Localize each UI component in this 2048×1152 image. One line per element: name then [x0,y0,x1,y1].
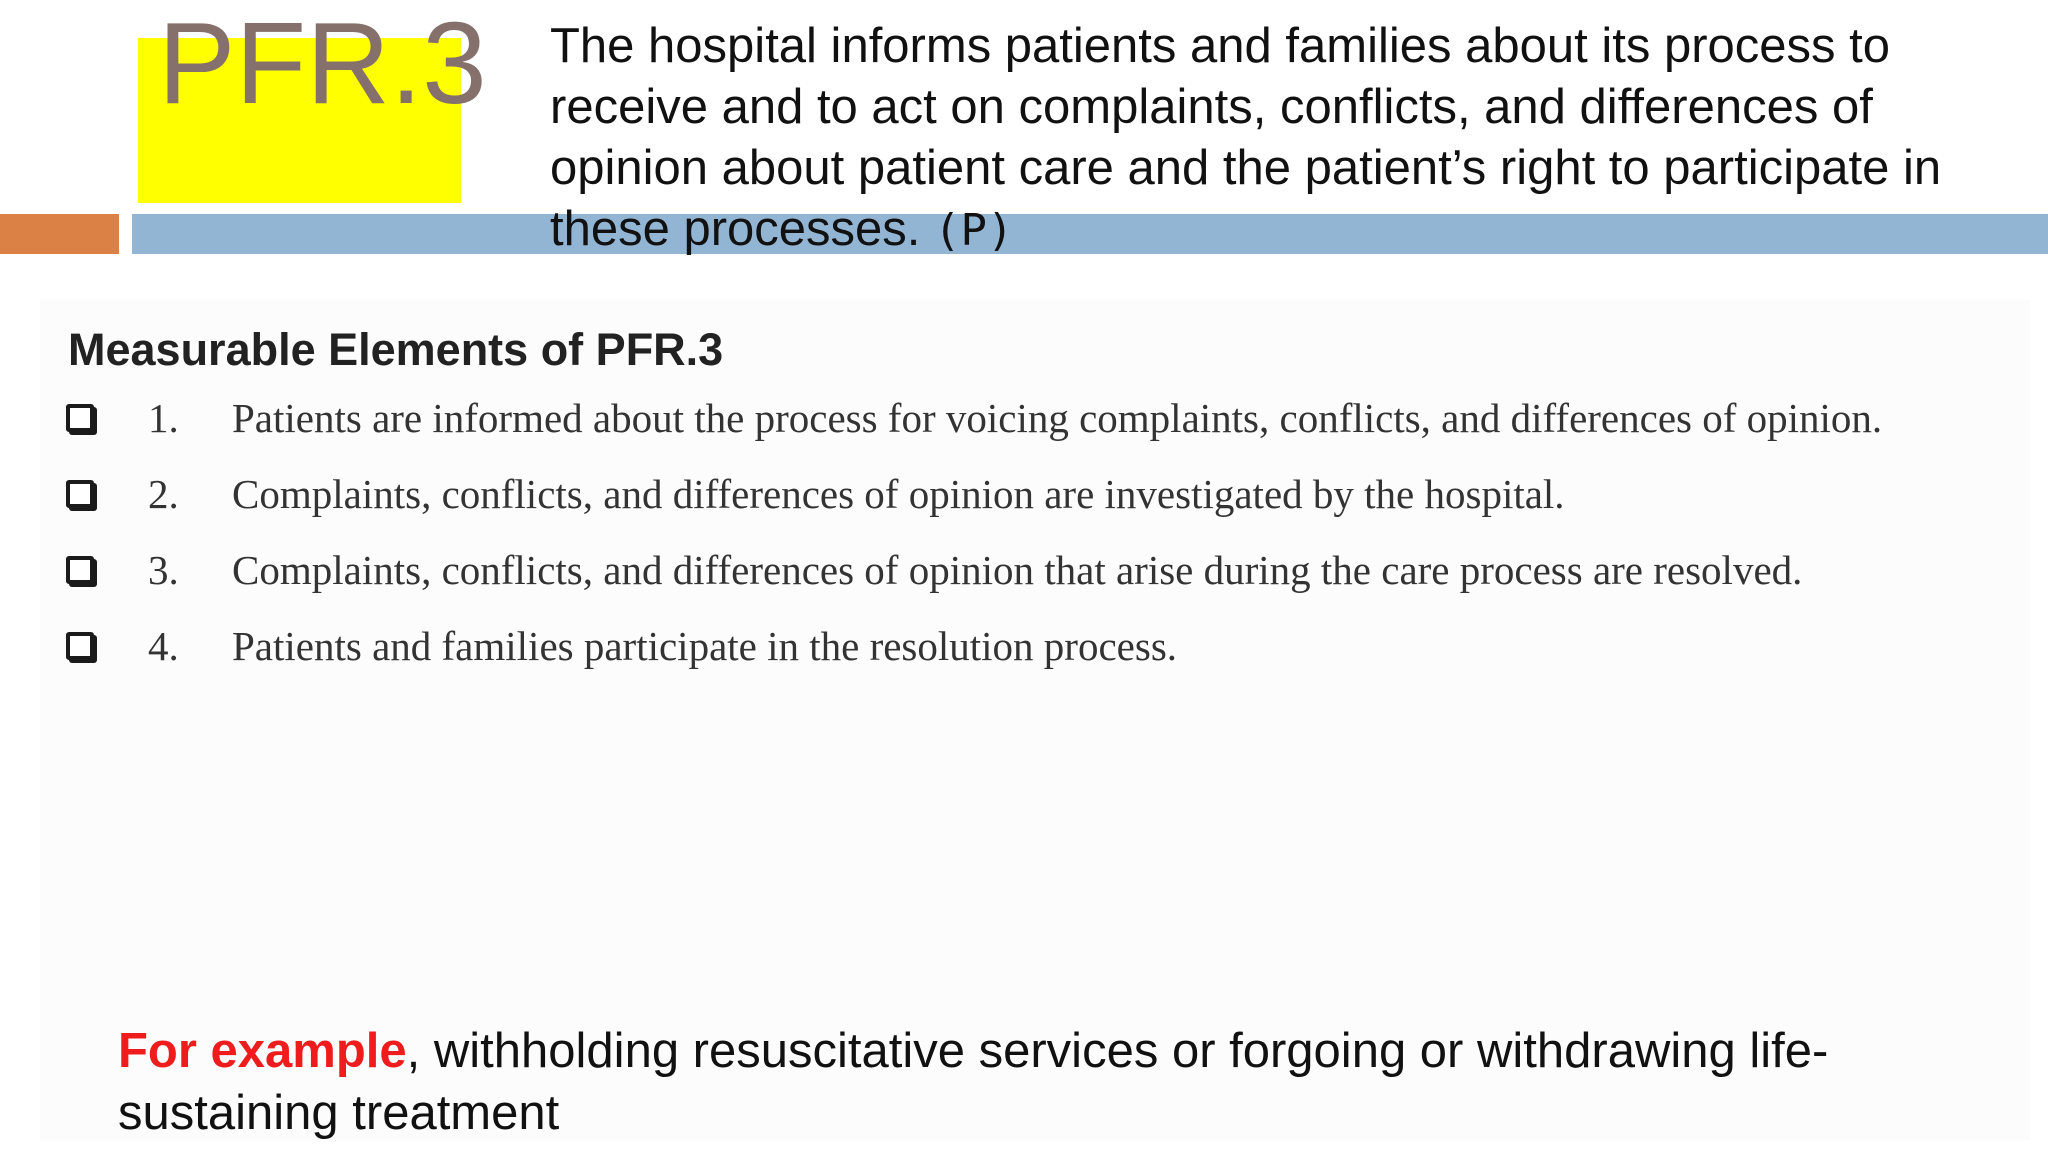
item-number: 3. [148,547,179,593]
item-text: Patients are informed about the process for voicing complaints, conflicts, and differences of opinion. [232,395,1883,441]
list-item [66,608,2006,684]
list-item [66,532,2006,608]
example-text: , withholding resuscitative services or forgoing or withdrawing life-sustaining treatment [118,1024,1829,1140]
standard-id: PFR.3 [158,0,487,128]
item-text: Complaints, conflicts, and differences of opinion that arise during the care process are resolved. [232,547,1803,593]
checkbox-icon[interactable] [66,556,94,584]
example-lead: For example [118,1024,407,1078]
item-text: Complaints, conflicts, and differences of opinion are investigated by the hospital. [232,471,1565,517]
standard-statement [550,16,2020,261]
list-item [66,456,2006,532]
orange-accent-bar [0,214,119,254]
item-number: 2. [148,471,179,517]
checkbox-icon[interactable] [66,404,94,432]
checkbox-icon[interactable] [66,632,94,660]
item-text: Patients and families participate in the resolution process. [232,623,1178,669]
example-note [118,1020,1998,1144]
measurable-elements-heading: Measurable Elements of PFR.3 [68,324,724,375]
item-number: 1. [148,395,179,441]
statement-text: The hospital informs patients and families about its process to receive and to act on complaints, conflicts, and differences of opinion about patient care and the patient’s right to participate in these processes. [550,19,1942,256]
measurable-elements-list [66,380,2006,684]
policy-flag: (P) [934,205,1014,256]
list-item [66,380,2006,456]
checkbox-icon[interactable] [66,480,94,508]
item-number: 4. [148,623,179,669]
